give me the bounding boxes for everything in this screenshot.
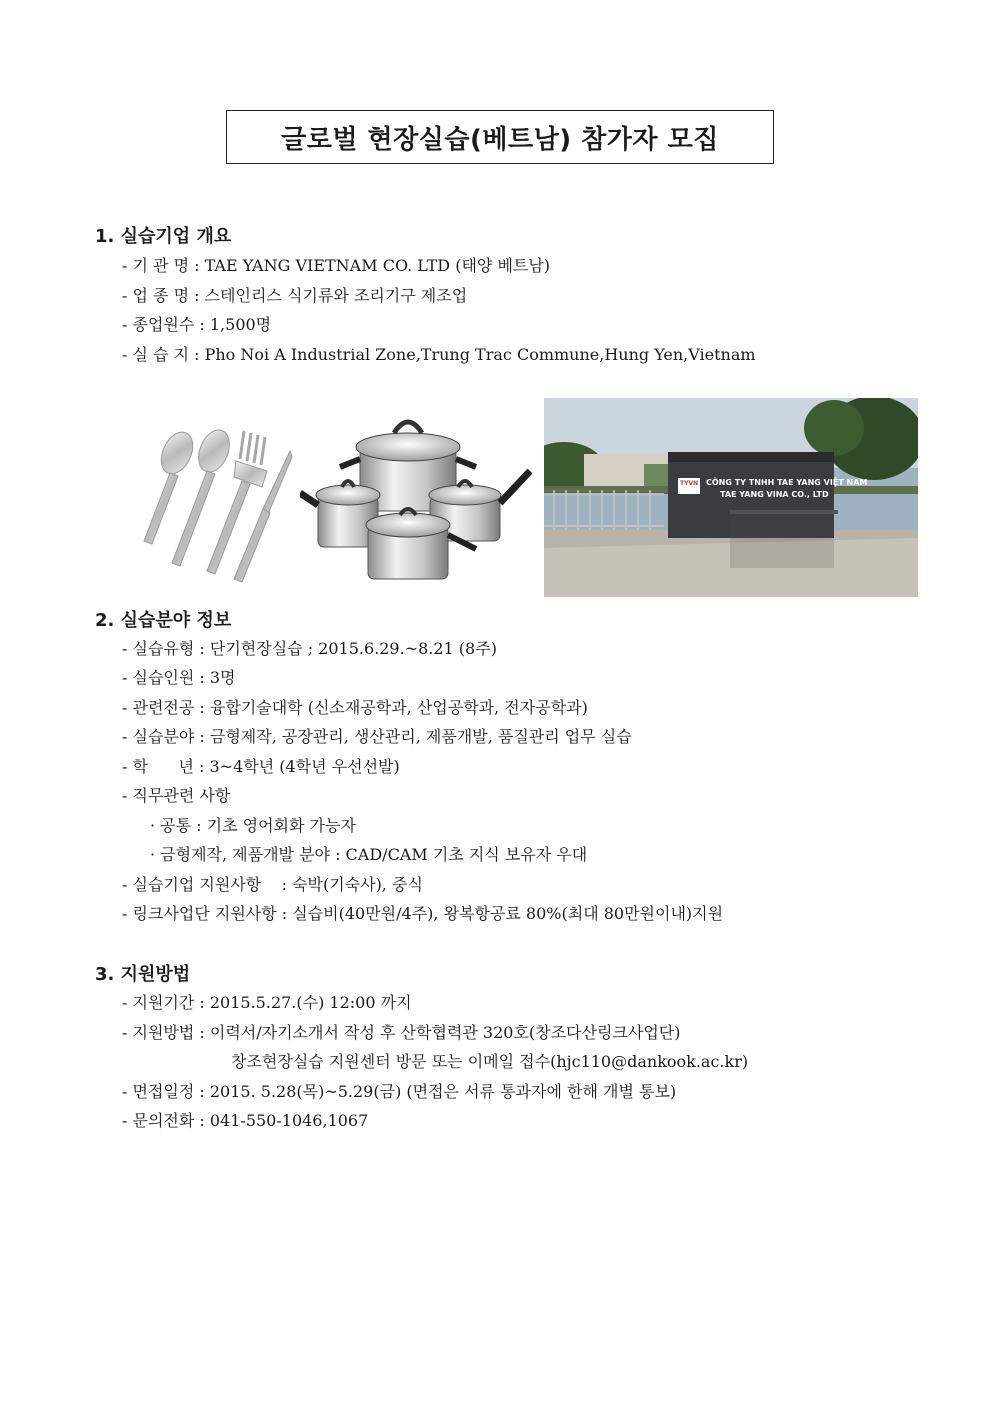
headcount-row: - 실습인원 : 3명 — [122, 668, 236, 687]
apply-method-continuation: 창조현장실습 지원센터 방문 또는 이메일 접수(hjc110@dankook.ac.kr) — [231, 1052, 749, 1071]
cookware-photo — [300, 409, 532, 581]
industry-row: - 업 종 명 : 스테인리스 식기류와 조리기구 제조업 — [122, 286, 468, 305]
job-related-row: - 직무관련 사항 — [122, 786, 231, 805]
company-support-row: - 실습기업 지원사항 : 숙박(기숙사), 중식 — [122, 875, 423, 894]
contact-phone-row: - 문의전화 : 041-550-1046,1067 — [122, 1111, 369, 1130]
apply-method-row: - 지원방법 : 이력서/자기소개서 작성 후 산학협력관 320호(창조다산링크사업단) — [122, 1023, 681, 1042]
common-requirement-row: · 공통 : 기초 영어회화 가능자 — [150, 816, 356, 835]
related-major-row: - 관련전공 : 융합기술대학 (신소재공학과, 산업공학과, 전자공학과) — [122, 698, 588, 717]
factory-logo-text: TYVN — [680, 480, 699, 487]
factory-sign-line2: TAE YANG VINA CO., LTD — [720, 490, 829, 499]
grade-row: - 학 년 : 3~4학년 (4학년 우선선발) — [122, 757, 400, 776]
employees-row: - 종업원수 : 1,500명 — [122, 315, 272, 334]
factory-entrance-photo — [544, 398, 918, 597]
location-row: - 실 습 지 : Pho Noi A Industrial Zone,Trung Trac Commune,Hung Yen,Vietnam — [122, 345, 756, 364]
section-heading-company: 1. 실습기업 개요 — [95, 226, 232, 247]
practice-field-row: - 실습분야 : 금형제작, 공장관리, 생산관리, 제품개발, 품질관리 업무 실습 — [122, 727, 632, 746]
link-support-row: - 링크사업단 지원사항 : 실습비(40만원/4주), 왕복항공료 80%(최대 80만원이내)지원 — [122, 904, 724, 923]
factory-sign-line1: CÔNG TY TNHH TAE YANG VIỆT NAM — [706, 478, 868, 487]
cad-requirement-row: · 금형제작, 제품개발 분야 : CAD/CAM 기초 지식 보유자 우대 — [150, 845, 588, 864]
section-heading-field: 2. 실습분야 정보 — [95, 610, 232, 631]
cutlery-photo — [122, 401, 294, 597]
interview-schedule-row: - 면접일정 : 2015. 5.28(목)~5.29(금) (면접은 서류 통과자에 한해 개별 통보) — [122, 1082, 677, 1101]
practice-type-row: - 실습유형 : 단기현장실습 ; 2015.6.29.~8.21 (8주) — [122, 639, 497, 658]
section-heading-apply: 3. 지원방법 — [95, 964, 191, 985]
apply-period-row: - 지원기간 : 2015.5.27.(수) 12:00 까지 — [122, 993, 412, 1012]
company-name-row: - 기 관 명 : TAE YANG VIETNAM CO. LTD (태양 베트남) — [122, 256, 551, 275]
page-title: 글로벌 현장실습(베트남) 참가자 모집 — [226, 110, 774, 164]
